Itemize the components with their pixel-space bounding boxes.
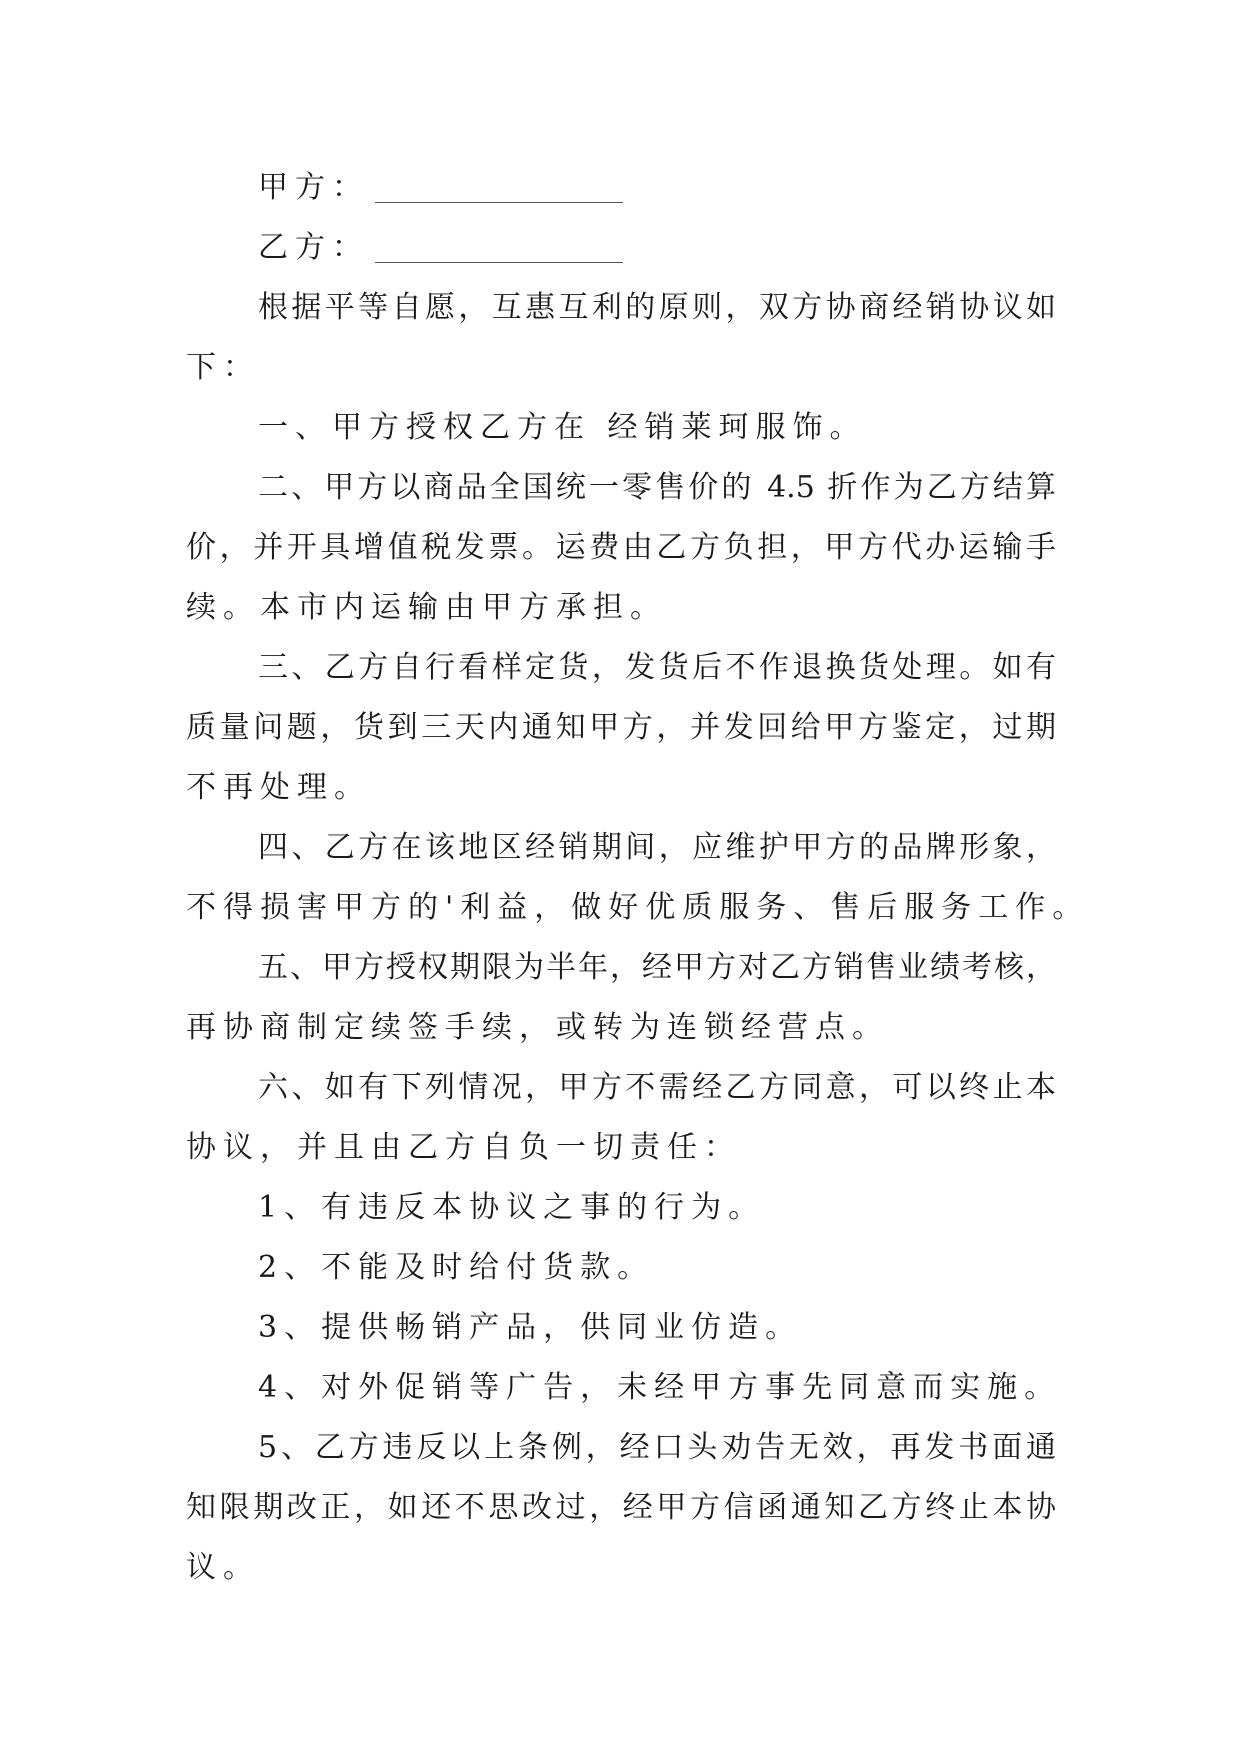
clause-3-line-2: 质量问题，货到三天内通知甲方，并发回给甲方鉴定，过期	[186, 710, 1056, 745]
party-a-blank	[375, 172, 623, 203]
clause-6-line-1: 六、如有下列情况，甲方不需经乙方同意，可以终止本	[258, 1070, 1056, 1105]
clause-2-line-3: 续。本市内运输由甲方承担。	[186, 590, 667, 625]
party-a-line	[186, 158, 1056, 218]
list-item-3: 3、提供畅销产品，供同业仿造。	[258, 1310, 803, 1345]
clause-4-line-2: 不得损害甲方的'利益，做好优质服务、售后服务工作。	[186, 890, 1090, 925]
list-item-1: 1、有违反本协议之事的行为。	[258, 1190, 766, 1225]
clause-4-line-1: 四、乙方在该地区经销期间，应维护甲方的品牌形象，	[258, 830, 1056, 865]
clause-2-line-1: 二、甲方以商品全国统一零售价的 4.5 折作为乙方结算	[258, 470, 1056, 505]
clause-1: 一、甲方授权乙方在 经销莱珂服饰。	[258, 410, 867, 445]
clause-5-line-2: 再协商制定续签手续，或转为连锁经营点。	[186, 1010, 889, 1045]
list-item-4: 4、对外促销等广告，未经甲方事先同意而实施。	[258, 1370, 1062, 1405]
party-b-blank	[375, 232, 623, 263]
list-item-5-line-2: 知限期改正，如还不思改过，经甲方信函通知乙方终止本协	[186, 1490, 1056, 1525]
party-b-label: 乙方：	[258, 230, 369, 265]
list-item-2: 2、不能及时给付货款。	[258, 1250, 655, 1285]
intro-line-1: 根据平等自愿，互惠互利的原则，双方协商经销协议如	[258, 290, 1056, 325]
document-body	[186, 158, 1090, 1598]
clause-6-line-2: 协议，并且由乙方自负一切责任：	[186, 1130, 741, 1165]
clause-2-line-2: 价，并开具增值税发票。运费由乙方负担，甲方代办运输手	[186, 530, 1056, 565]
clause-5-line-1: 五、甲方授权期限为半年，经甲方对乙方销售业绩考核，	[258, 950, 1056, 985]
clause-3-line-1: 三、乙方自行看样定货，发货后不作退换货处理。如有	[258, 650, 1056, 685]
list-item-5-line-3: 议。	[186, 1550, 260, 1585]
party-b-line	[186, 218, 1056, 278]
clause-3-line-3: 不再处理。	[186, 770, 371, 805]
party-a-label: 甲方：	[258, 170, 369, 205]
intro-line-2: 下：	[186, 350, 260, 385]
list-item-5-line-1: 5、乙方违反以上条例，经口头劝告无效，再发书面通	[258, 1430, 1056, 1465]
